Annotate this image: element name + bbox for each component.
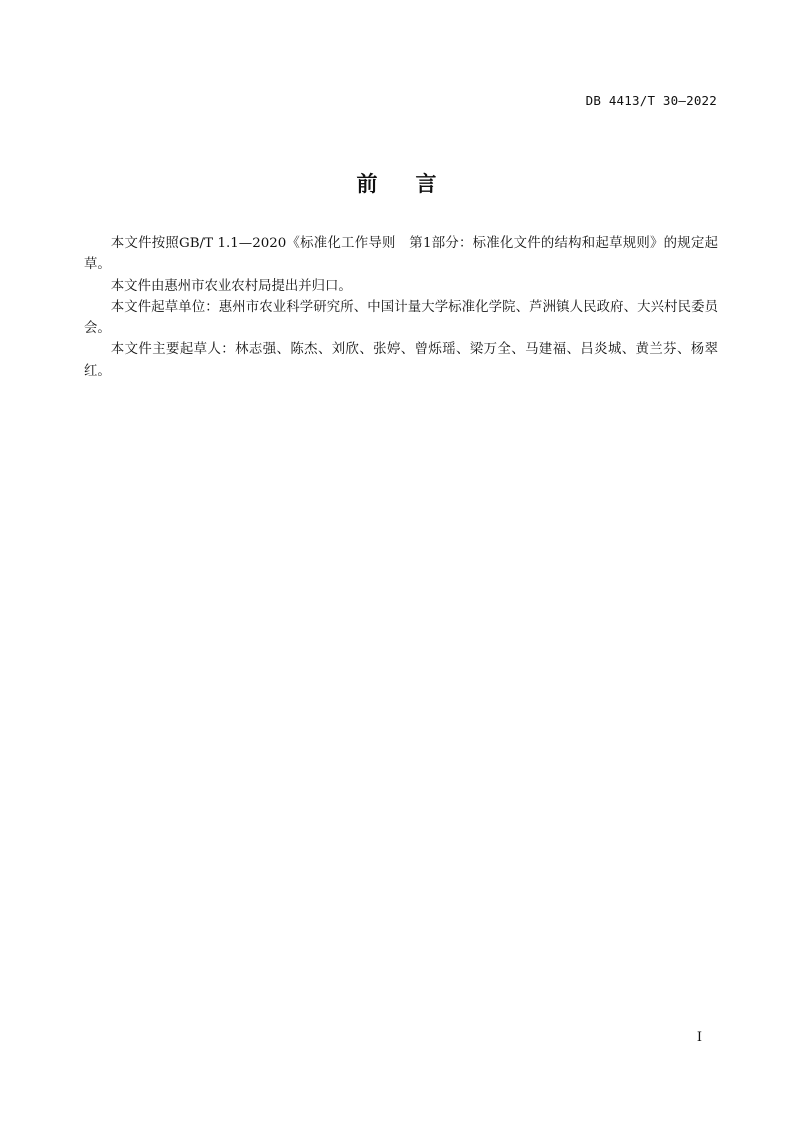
document-code: DB 4413/T 30—2022 <box>585 93 717 108</box>
paragraph-drafting-rules: 本文件按照GB/T 1.1—2020《标准化工作导则 第1部分：标准化文件的结构和起草规则》的规定起草。 <box>84 236 718 273</box>
paragraph-proposer: 本文件由惠州市农业农村局提出并归口。 <box>110 278 352 294</box>
section-title: 前言 <box>356 172 475 196</box>
foreword-body <box>84 233 718 382</box>
paragraph-drafters: 本文件主要起草人：林志强、陈杰、刘欣、张婷、曾烁瑶、梁万全、马建福、吕炎城、黄兰芬、杨翠红。 <box>84 342 718 379</box>
paragraph-drafting-units: 本文件起草单位：惠州市农业科学研究所、中国计量大学标准化学院、芦洲镇人民政府、大兴村民委员会。 <box>84 299 718 337</box>
page-number: I <box>696 1030 702 1045</box>
